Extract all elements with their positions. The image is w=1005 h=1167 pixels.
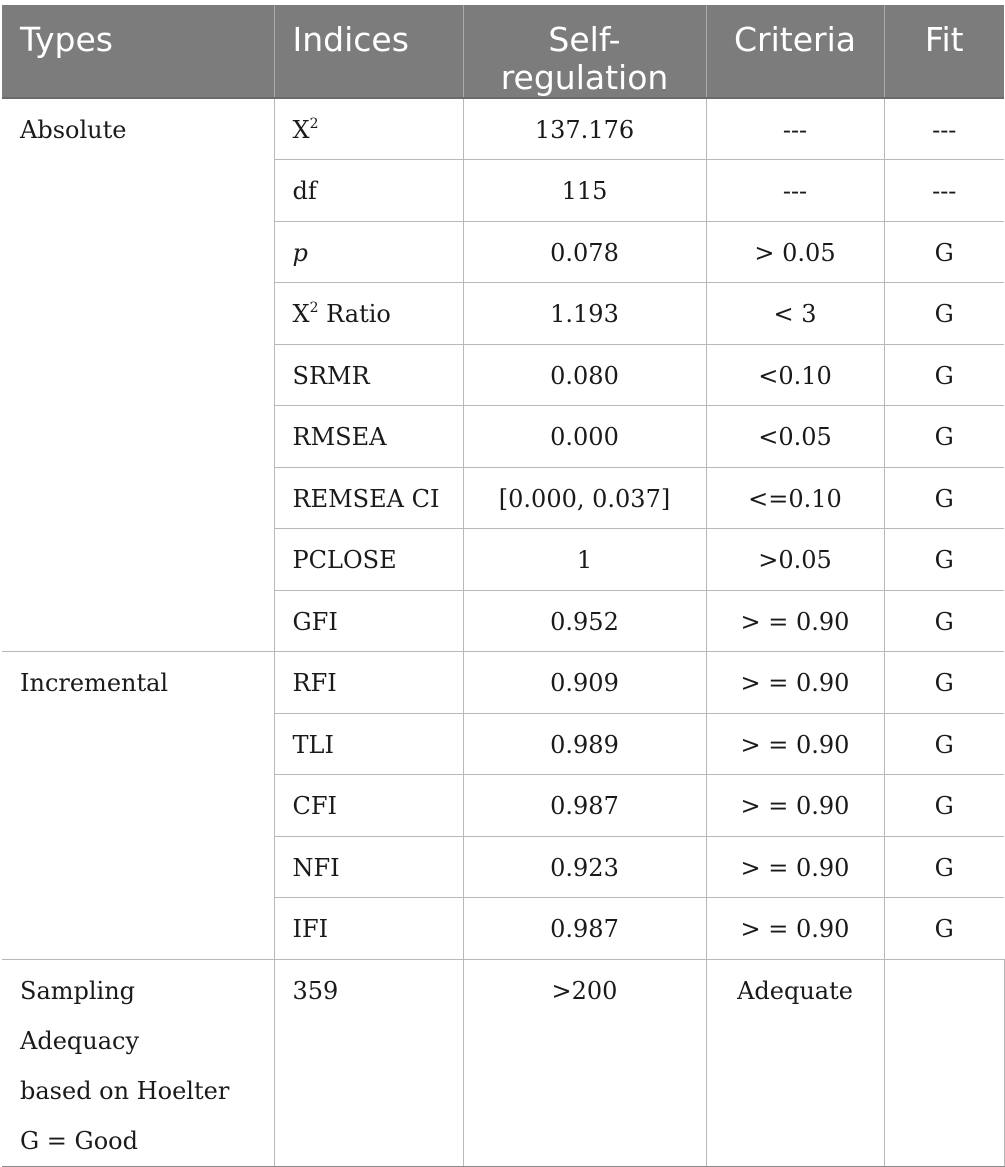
fit-cell: G bbox=[884, 406, 1004, 468]
value-cell: >200 bbox=[463, 959, 706, 1166]
value-cell: 137.176 bbox=[463, 98, 706, 160]
criteria-cell: > = 0.90 bbox=[706, 652, 884, 714]
criteria-cell: > 0.05 bbox=[706, 221, 884, 283]
index-sup: 2 bbox=[309, 300, 319, 316]
fit-cell: G bbox=[884, 713, 1004, 775]
criteria-cell: <0.05 bbox=[706, 406, 884, 468]
criteria-cell: > = 0.90 bbox=[706, 590, 884, 652]
header-self-regulation: Self-regulation bbox=[463, 5, 706, 98]
criteria-cell: >0.05 bbox=[706, 529, 884, 591]
fit-cell: --- bbox=[884, 98, 1004, 160]
header-row bbox=[2, 5, 1004, 98]
fit-cell: G bbox=[884, 836, 1004, 898]
fit-cell: G bbox=[884, 775, 1004, 837]
criteria-cell: <0.10 bbox=[706, 344, 884, 406]
value-cell: 0.987 bbox=[463, 898, 706, 960]
fit-indices-table bbox=[2, 5, 1005, 1167]
index-cell: RFI bbox=[274, 652, 463, 714]
value-cell: 115 bbox=[463, 160, 706, 222]
criteria-cell: <=0.10 bbox=[706, 467, 884, 529]
header-indices: Indices bbox=[274, 5, 463, 98]
header-criteria: Criteria bbox=[706, 5, 884, 98]
value-cell: 1 bbox=[463, 529, 706, 591]
index-cell: REMSEA CI bbox=[274, 467, 463, 529]
fit-cell: G bbox=[884, 344, 1004, 406]
fit-cell: G bbox=[884, 467, 1004, 529]
criteria-cell: --- bbox=[706, 98, 884, 160]
group-absolute: Absolute bbox=[2, 98, 274, 652]
value-cell: 1.193 bbox=[463, 283, 706, 345]
index-cell: CFI bbox=[274, 775, 463, 837]
sampling-line-1: Sampling Adequacy bbox=[20, 976, 140, 1055]
index-cell: 359 bbox=[274, 959, 463, 1166]
fit-cell: G bbox=[884, 221, 1004, 283]
sampling-line-3: G = Good bbox=[20, 1126, 138, 1155]
index-cell: PCLOSE bbox=[274, 529, 463, 591]
header-types: Types bbox=[2, 5, 274, 98]
value-cell: [0.000, 0.037] bbox=[463, 467, 706, 529]
index-cell: SRMR bbox=[274, 344, 463, 406]
value-cell: 0.952 bbox=[463, 590, 706, 652]
fit-cell: G bbox=[884, 590, 1004, 652]
index-cell bbox=[274, 98, 463, 160]
index-text: X bbox=[292, 116, 310, 144]
index-cell: df bbox=[274, 160, 463, 222]
fit-cell: G bbox=[884, 898, 1004, 960]
index-cell: p bbox=[274, 221, 463, 283]
index-cell: RMSEA bbox=[274, 406, 463, 468]
value-cell: 0.923 bbox=[463, 836, 706, 898]
value-cell: 0.909 bbox=[463, 652, 706, 714]
fit-cell bbox=[884, 959, 1004, 1166]
index-cell bbox=[274, 283, 463, 345]
criteria-cell: > = 0.90 bbox=[706, 713, 884, 775]
table-row-sampling bbox=[2, 959, 1004, 1166]
value-cell: 0.078 bbox=[463, 221, 706, 283]
table-row bbox=[2, 652, 1004, 714]
table-row bbox=[2, 98, 1004, 160]
value-cell: 0.987 bbox=[463, 775, 706, 837]
value-cell: 0.080 bbox=[463, 344, 706, 406]
index-sup: 2 bbox=[309, 116, 319, 132]
value-cell: 0.000 bbox=[463, 406, 706, 468]
criteria-cell: > = 0.90 bbox=[706, 898, 884, 960]
group-incremental: Incremental bbox=[2, 652, 274, 960]
criteria-cell: < 3 bbox=[706, 283, 884, 345]
criteria-cell: > = 0.90 bbox=[706, 775, 884, 837]
fit-cell: --- bbox=[884, 160, 1004, 222]
index-suffix: Ratio bbox=[318, 300, 391, 328]
fit-cell: G bbox=[884, 283, 1004, 345]
value-cell: 0.989 bbox=[463, 713, 706, 775]
index-cell: TLI bbox=[274, 713, 463, 775]
criteria-cell: > = 0.90 bbox=[706, 836, 884, 898]
fit-cell: G bbox=[884, 529, 1004, 591]
criteria-cell: --- bbox=[706, 160, 884, 222]
group-sampling bbox=[2, 959, 274, 1166]
fit-cell: G bbox=[884, 652, 1004, 714]
criteria-cell: Adequate bbox=[706, 959, 884, 1166]
index-text: X bbox=[292, 300, 310, 328]
index-cell: IFI bbox=[274, 898, 463, 960]
index-cell: NFI bbox=[274, 836, 463, 898]
header-fit: Fit bbox=[884, 5, 1004, 98]
sampling-line-2: based on Hoelter bbox=[20, 1076, 230, 1105]
index-cell: GFI bbox=[274, 590, 463, 652]
